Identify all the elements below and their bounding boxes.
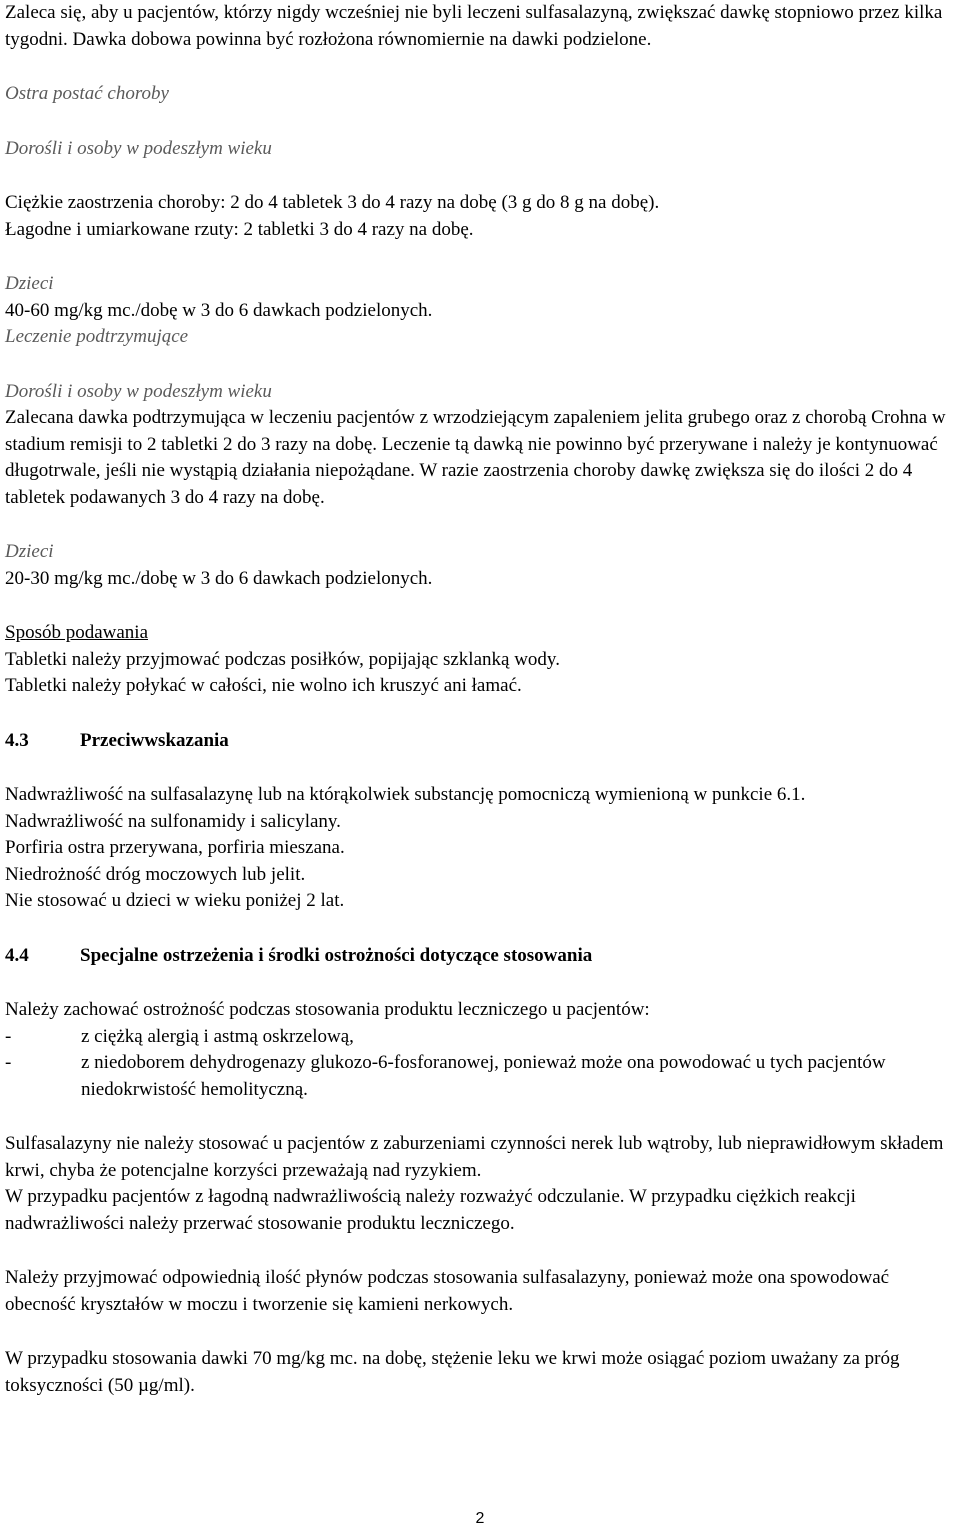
spacer [5,53,955,81]
section-4-3-heading [5,728,955,755]
warning-paragraph: W przypadku pacjentów z łagodną nadwrażliwością należy rozważyć odczulanie. W przypadku ciężkich reakcji nadwrażliwości należy przerwać stosowanie produktu leczniczego. [5,1186,856,1234]
spacer [5,700,955,728]
warning-paragraph: Sulfasalazyny nie należy stosować u pacjentów z zaburzeniami czynności nerek lub wątroby, lub nieprawidłowym składem krwi, chyba że potencjalne korzyści przeważają nad ryzykiem. [5,1133,944,1181]
spacer [5,243,955,271]
acute-heading: Ostra postać choroby [5,83,169,104]
administration-line-2: Tabletki należy połykać w całości, nie wolno ich kruszyć ani łamać. [5,675,522,696]
contraindication-item: Nadwrażliwość na sulfonamidy i salicylany. [5,810,341,832]
spacer [5,754,955,782]
acute-severe-dose: Ciężkie zaostrzenia choroby: 2 do 4 tabletek 3 do 4 razy na dobę (3 g do 8 g na dobę). [5,192,660,213]
list-item [5,1050,955,1103]
contraindication-item: Nadwrażliwość na sulfasalazynę lub na którąkolwiek substancję pomocniczą wymienioną w punkcie 6.1. [5,784,806,805]
spacer [5,1103,955,1131]
contraindications-list [5,782,955,915]
list-item-text: z niedoborem dehydrogenazy glukozo-6-fosforanowej, ponieważ może ona powodować u tych pacjentów niedokrwistość hemolityczną. [81,1052,886,1100]
spacer [5,915,955,943]
section-title: Przeciwwskazania [80,729,229,751]
spacer [5,162,955,190]
document-page [5,0,955,1399]
caution-list [5,1024,955,1104]
dash-bullet: - [5,1052,12,1073]
warning-paragraph: Należy przyjmować odpowiednią ilość płynów podczas stosowania sulfasalazyny, ponieważ może ona spowodować obecność kryształów w moczu i tworzenie się kamieni nerkowych. [5,1267,890,1315]
acute-mild-dose: Łagodne i umiarkowane rzuty: 2 tabletki 3 do 4 razy na dobę. [5,218,474,240]
spacer [5,108,955,136]
maintenance-adults-heading: Dorośli i osoby w podeszłym wieku [5,380,272,402]
section-number: 4.3 [5,729,29,751]
contraindication-item: Nie stosować u dzieci w wieku poniżej 2 lat. [5,890,345,911]
acute-children-dose: 40-60 mg/kg mc./dobę w 3 do 6 dawkach podzielonych. [5,299,433,321]
section-number: 4.4 [5,944,29,966]
maintenance-children-dose: 20-30 mg/kg mc./dobę w 3 do 6 dawkach podzielonych. [5,567,433,589]
spacer [5,1318,955,1346]
contraindication-item: Niedrożność dróg moczowych lub jelit. [5,863,306,885]
section-4-4-heading [5,943,955,970]
administration-line-1: Tabletki należy przyjmować podczas posiłków, popijając szklanką wody. [5,648,560,670]
spacer [5,351,955,379]
maintenance-heading: Leczenie podtrzymujące [5,326,189,347]
acute-children-heading: Dzieci [5,273,54,294]
spacer [5,511,955,539]
dash-bullet: - [5,1025,12,1047]
spacer [5,592,955,620]
intro-paragraph: Zaleca się, aby u pacjentów, którzy nigdy wcześniej nie byli leczeni sulfasalazyną, zwiększać dawkę stopniowo przez kilka tygodni. Dawka dobowa powinna być rozłożona równomiernie na dawki podzielone. [5,2,943,50]
spacer [5,1237,955,1265]
page-number: 2 [475,1510,485,1527]
list-item [5,1024,955,1051]
warning-paragraph: W przypadku stosowania dawki 70 mg/kg mc. na dobę, stężenie leku we krwi może osiągać poziom uważany za próg toksyczności (50 µg/ml). [5,1348,900,1396]
maintenance-adults-text: Zalecana dawka podtrzymująca w leczeniu pacjentów z wrzodziejącym zapaleniem jelita grubego oraz z chorobą Crohna w stadium remisji to 2 tabletki 2 do 3 razy na dobę. Leczenie tą dawką nie powinno być przerywane i należy je kontynuować długotrwale, jeśli nie wystąpią działania niepożądane. W razie zaostrzenia choroby dawkę zwiększa się do ilości 2 do 4 tabletek podawanych 3 do 4 razy na dobę. [5,407,946,508]
caution-intro: Należy zachować ostrożność podczas stosowania produktu leczniczego u pacjentów: [5,999,650,1020]
administration-heading: Sposób podawania [5,622,149,643]
list-item-text: z ciężką alergią i astmą oskrzelową, [81,1025,354,1047]
spacer [5,969,955,997]
acute-adults-heading: Dorośli i osoby w podeszłym wieku [5,137,272,159]
contraindication-item: Porfiria ostra przerywana, porfiria mieszana. [5,837,345,858]
maintenance-children-heading: Dzieci [5,541,54,562]
section-title: Specjalne ostrzeżenia i środki ostrożności dotyczące stosowania [80,944,593,966]
